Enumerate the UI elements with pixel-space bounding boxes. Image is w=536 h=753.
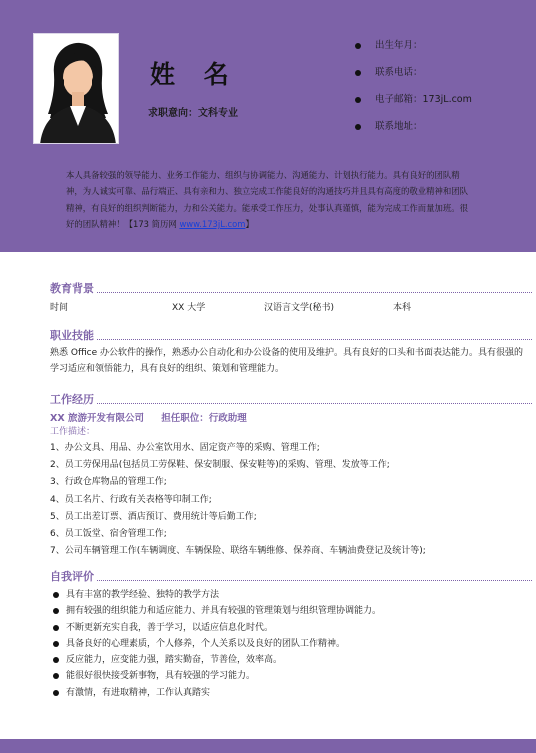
job-intent: 求职意向：文科专业 [148, 108, 238, 119]
list-item: 具有丰富的教学经验、独特的教学方法 [50, 587, 532, 603]
skills-section [50, 329, 532, 377]
bullet-icon [355, 43, 361, 49]
bullet-icon [355, 124, 361, 130]
bullet-icon [355, 97, 361, 103]
company-row [50, 410, 532, 425]
candidate-name: 姓 名 [150, 60, 239, 89]
section-divider [50, 403, 532, 404]
section-divider [50, 580, 532, 581]
list-item: 2、员工劳保用品(包括员工劳保鞋、保安制服、保安鞋等)的采购、管理、发放等工作; [50, 460, 390, 471]
work-duties-list [50, 440, 532, 560]
section-title-education: 教育背景 [50, 282, 94, 295]
list-item: 5、员工出差订票、酒店预订、费用统计等后勤工作; [50, 511, 257, 522]
bullet-icon [53, 690, 59, 696]
avatar-icon [34, 34, 119, 144]
bullet-icon [355, 70, 361, 76]
list-item: 反应能力，应变能力强，踏实勤奋，节善俭，效率高。 [50, 652, 532, 668]
bullet-icon [53, 673, 59, 679]
skills-text: 熟悉 Office 办公软件的操作，熟悉办公自动化和办公设备的使用及维护。具有良好的口头和书面表达能力。具有很强的学习适应和领悟能力，具有良好的组织、策划和管理能力。 [50, 348, 523, 374]
profile-summary: 本人具备较强的领导能力、业务工作能力、组织与协调能力、沟通能力、计划执行能力。具有良好的团队精神，为人诚实可靠、品行端正、具有亲和力、独立完成工作能良好的沟通技巧并且具有高度的敬业精神和团队精神，有良好的组织判断能力，力和公关能力。能承受工作压力，处事认真谨慎，能为完成工作而量加班。很好的团队精神！【173 简历网 www.173jL.com】 [66, 170, 468, 229]
list-item: 4、员工名片、行政有关表格等印制工作; [50, 494, 212, 505]
evaluation-list [50, 587, 532, 701]
list-item: 3、行政仓库物品的管理工作; [50, 477, 167, 488]
profile-photo [33, 33, 119, 144]
section-title-evaluation: 自我评价 [50, 570, 94, 583]
footer-bar [0, 739, 536, 753]
bullet-icon [53, 592, 59, 598]
list-item: 有激情，有进取精神，工作认真踏实 [50, 685, 532, 701]
education-row [50, 300, 532, 314]
list-item: 6、员工饭堂、宿舍管理工作; [50, 529, 167, 540]
list-item: 1、办公文具、用品、办公室饮用水、固定资产等的采购、管理工作; [50, 443, 320, 453]
section-divider [50, 339, 532, 340]
list-item: 7、公司车辆管理工作(车辆调度、车辆保险、联络车辆维修、保养商、车辆油费登记及统计等); [50, 546, 426, 557]
website-link[interactable]: www.173jL.com [179, 218, 246, 229]
bullet-icon [53, 608, 59, 614]
work-desc-label: 工作描述： [50, 427, 96, 437]
list-item: 不断更新充实自我，善于学习，以适应信息化时代。 [50, 620, 532, 636]
bullet-icon [53, 641, 59, 647]
list-item: 拥有较强的组织能力和适应能力、并具有较强的管理策划与组织管理协调能力。 [50, 603, 532, 619]
section-title-skills: 职业技能 [50, 329, 94, 342]
info-phone: 联系电话： [353, 65, 472, 92]
job-position: 担任职位：行政助理 [161, 413, 247, 424]
edu-major: 汉语言文学(秘书) [264, 303, 335, 313]
contact-info-list [353, 38, 472, 146]
experience-section [50, 393, 532, 560]
evaluation-section [50, 570, 532, 701]
company-name: XX 旅游开发有限公司 [50, 413, 144, 424]
info-birth: 出生年月： [353, 38, 472, 65]
section-title-experience: 工作经历 [50, 393, 94, 406]
list-item: 具备良好的心理素质，个人修养，个人关系以及良好的团队工作精神。 [50, 636, 532, 652]
header-banner [0, 0, 536, 252]
education-section [50, 282, 532, 314]
section-divider [50, 292, 532, 293]
edu-school: XX 大学 [172, 303, 206, 313]
edu-degree: 本科 [393, 303, 412, 313]
bullet-icon [53, 657, 59, 663]
bullet-icon [53, 625, 59, 631]
info-email: 电子邮箱：173jL.com [353, 92, 472, 119]
info-address: 联系地址： [353, 119, 472, 146]
edu-time: 时间 [50, 303, 69, 313]
list-item: 能很好很快接受新事物，具有较强的学习能力。 [50, 668, 532, 684]
